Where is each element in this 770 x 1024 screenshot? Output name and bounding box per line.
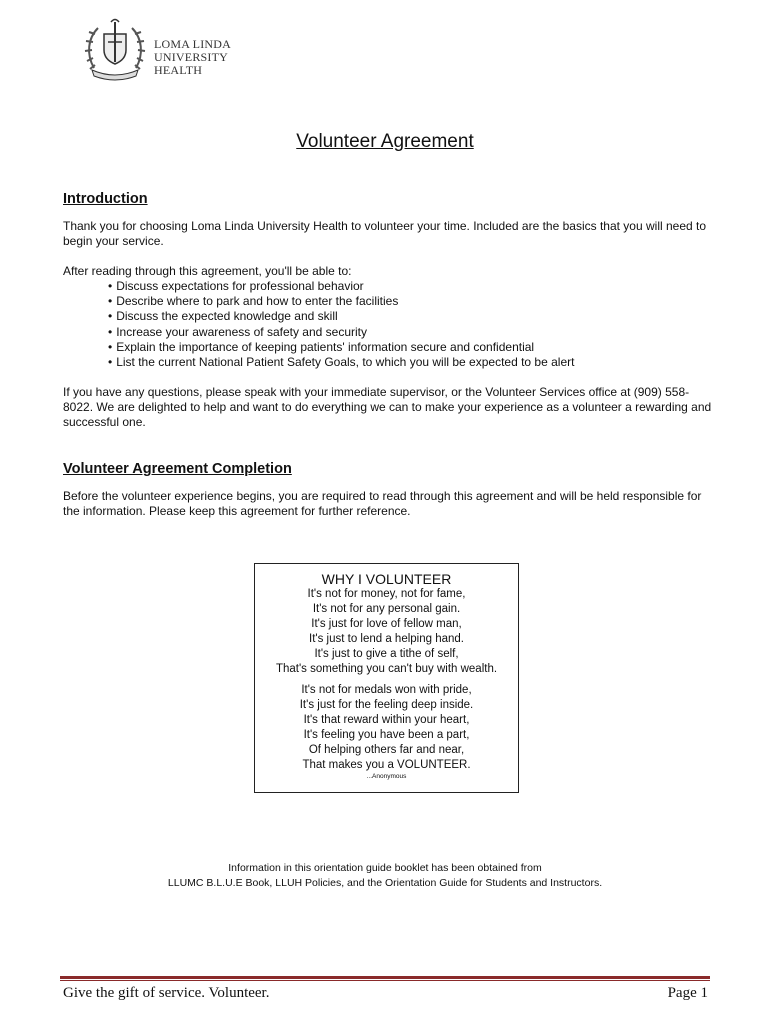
footnote-line-2: LLUMC B.L.U.E Book, LLUH Policies, and the Orientation Guide for Students and Instructors. [167, 876, 603, 889]
footer-divider-thin [60, 980, 710, 981]
footer-divider [60, 976, 710, 979]
footer-tagline: Give the gift of service. Volunteer. [63, 985, 270, 1001]
list-item: • Describe where to park and how to enter the facilities [108, 294, 713, 309]
completion-heading: Volunteer Agreement Completion [63, 461, 292, 477]
logo-line-2: HEALTH [154, 63, 203, 77]
list-item: • Discuss expectations for professional behavior [108, 279, 713, 294]
list-item: • Discuss the expected knowledge and skill [108, 309, 713, 324]
completion-section [63, 462, 713, 519]
poem-line: That's something you can't buy with wealth. [275, 663, 498, 675]
poem-line: It's that reward within your heart, [303, 714, 470, 726]
poem-stanza-2 [255, 683, 518, 773]
poem-attribution: ...Anonymous [366, 773, 407, 780]
footnote-line-1: Information in this orientation guide booklet has been obtained from [228, 862, 542, 874]
poem-line: It's just for the feeling deep inside. [299, 699, 474, 711]
completion-paragraph: Before the volunteer experience begins, you are required to read through this agreement and will be held responsible for the information. Please keep this agreement for further reference. [63, 489, 702, 518]
introduction-paragraph-3: If you have any questions, please speak with your immediate supervisor, or the Volunteer Services office at (909) 558-8022. We are delighted to help and want to do everything we can to make your experience as a volunteer a rewarding and successful one. [63, 385, 712, 430]
poem-line: That makes you a VOLUNTEER. [302, 759, 471, 771]
document-title: Volunteer Agreement [296, 131, 474, 152]
university-logo [80, 16, 300, 82]
seal-emblem-icon [80, 16, 150, 82]
introduction-section [63, 192, 713, 430]
poem-line: It's just to lend a helping hand. [309, 633, 464, 645]
poem-line: It's feeling you have been a part, [303, 729, 470, 741]
poem-line: It's just to give a tithe of self, [314, 648, 459, 660]
logo-line-1: LOMA LINDA UNIVERSITY [154, 37, 231, 64]
poem-line: It's not for money, not for fame, [307, 588, 466, 600]
poem-line: Of helping others far and near, [308, 744, 465, 756]
source-footnote [0, 861, 770, 890]
introduction-paragraph-2: After reading through this agreement, you'll be able to: [63, 264, 352, 278]
learning-objectives-list [63, 279, 713, 370]
poem-stanza-1 [255, 587, 518, 677]
introduction-paragraph-1: Thank you for choosing Loma Linda University Health to volunteer your time. Included are the basics that you will need to begin your service. [63, 219, 707, 248]
introduction-heading: Introduction [63, 191, 148, 207]
list-item: • List the current National Patient Safety Goals, to which you will be expected to be alert [108, 355, 713, 370]
list-item: • Explain the importance of keeping patients' information secure and confidential [108, 340, 713, 355]
poem-line: It's not for medals won with pride, [301, 684, 472, 696]
poem-box [254, 563, 519, 793]
poem-line: It's just for love of fellow man, [311, 618, 462, 630]
list-item: • Increase your awareness of safety and security [108, 325, 713, 340]
poem-line: It's not for any personal gain. [312, 603, 461, 615]
page-number: Page 1 [667, 985, 708, 1001]
poem-title: WHY I VOLUNTEER [321, 571, 452, 587]
